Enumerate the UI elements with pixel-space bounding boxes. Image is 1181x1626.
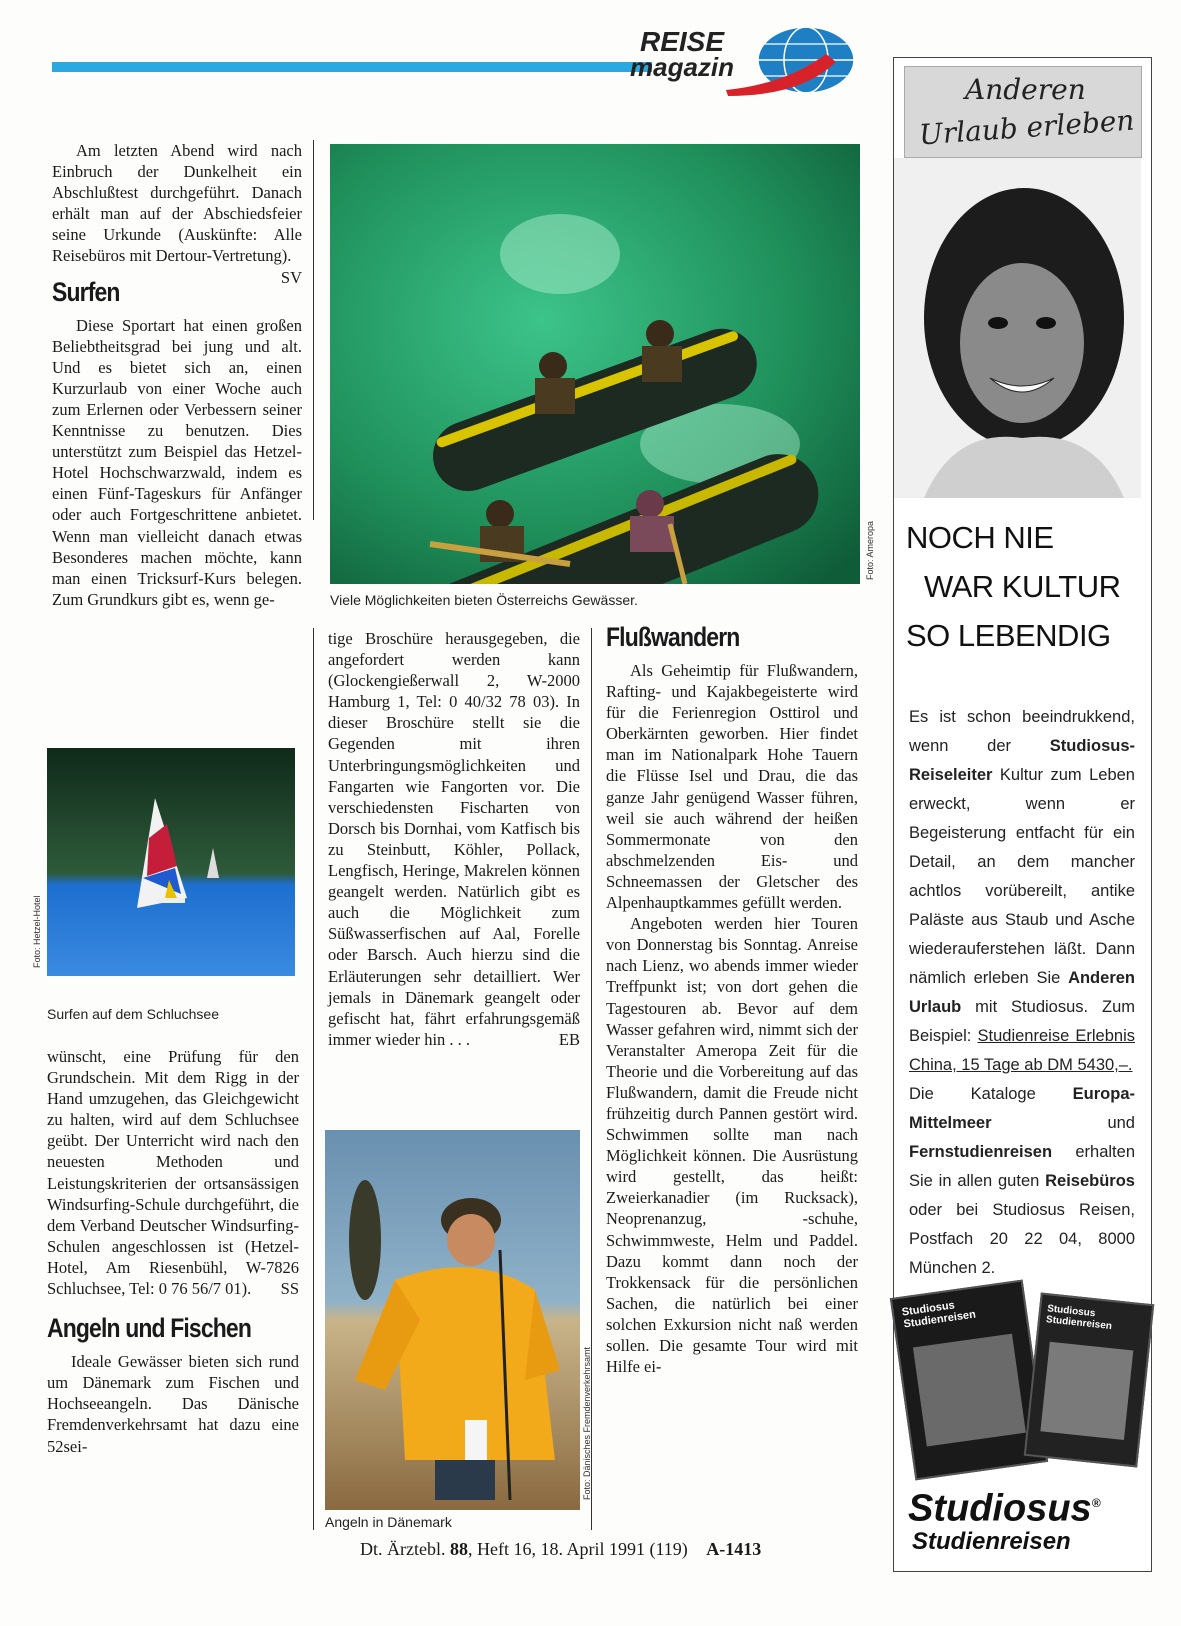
- angeln-continued: tige Broschüre herausgegeben, die angefordert werden kann (Glockengießerwall 2, W-2000 Hamburg 1, Tel: 0 40/32 78 03). In dieser Broschüre stellt sie die Gegenden mit ihren Unterbringungsmöglichkeiten und Fangarten wie Fangorten vor. Die verschiedensten Fischarten von Dorsch bis Dornhai, vom Katfisch bis zu Steinbutt, Köhler, Pollack, Lengfisch, Heringe, Makrelen können geangelt werden. Natürlich gibt es auch die Möglichkeit zum Süßwasserfischen auf Aal, Forelle oder Barsch. Auch hierzu sind die Erläuterungen sehr detailliert. Wer jemals in Dänemark geangelt oder gefischt hat, fährt erfahrungsgemäß immer wieder hin . . . EB: [328, 629, 580, 1049]
- kayak-photo-caption: Viele Möglichkeiten bieten Österreichs Gewässer.: [330, 592, 638, 608]
- page-number: A-1413: [706, 1539, 762, 1559]
- ad-script-line-1: Anderen: [965, 73, 1086, 106]
- registered-mark: ®: [1091, 1496, 1101, 1510]
- ad-script-line-2: Urlaub erleben: [918, 103, 1136, 152]
- studiosus-brand-logo: [908, 1483, 1138, 1555]
- angeln-paragraph: Ideale Gewässer bieten sich rund um Dänemark zum Fischen und Hochseeangeln. Das Dänische Fremdenverkehrsamt hat dazu eine 52sei-: [47, 1352, 299, 1456]
- kayak-photo: [330, 144, 860, 584]
- brand-name: Studiosus: [908, 1487, 1092, 1530]
- section-heading-flusswandern: Flußwandern: [606, 622, 740, 652]
- page-footer: [360, 1539, 761, 1560]
- signature: SS: [280, 1279, 299, 1299]
- surf-photo-caption: Surfen auf dem Schluchsee: [47, 1006, 219, 1022]
- reise-magazin-logo: [630, 24, 872, 98]
- brand-subtitle: Studienreisen: [912, 1527, 1071, 1555]
- fishing-photo: [325, 1130, 580, 1510]
- fishing-photo-credit: Foto: Dänisches Fremdenverkehrsamt: [582, 1346, 592, 1500]
- column-1-upper: [52, 140, 302, 610]
- column-3: [606, 622, 858, 1377]
- column-1-lower: [47, 1046, 299, 1457]
- ad-headline: [906, 513, 1138, 660]
- logo-word-reise: REISE: [640, 26, 725, 57]
- offer-link: Studienreise Erlebnis China, 15 Tage ab DM 5430,–.: [909, 1027, 1135, 1074]
- surfen-paragraph: Diese Sportart hat einen großen Beliebtheitsgrad bei jung und alt. Und es bietet sich an, einen Kurzurlaub von einer Woche auch zum Erlernen oder Verbessern seiner Kenntnisse zu benutzen. Dies unterstützt zum Beispiel das Hetzel-Hotel Hochschwarzwald, indem es einen Fünf-Tageskurs für Anfänger oder auch Fortgeschrittene anbietet. Wenn man vielleicht danach etwas Besonderes machen möchte, kann man einen Tricksurf-Kurs belegen. Zum Grundkurs gibt es, wenn ge-: [52, 315, 302, 609]
- fishing-photo-caption: Angeln in Dänemark: [325, 1514, 452, 1530]
- header-bar: [52, 62, 652, 72]
- column-rule: [313, 628, 314, 1530]
- signature: SV: [280, 267, 302, 287]
- ad-headline-line-1: NOCH NIE: [906, 520, 1054, 555]
- ad-body-text: Es ist schon beeindrukkend, wenn der Studiosus-Reiseleiter Kultur zum Leben erweckt, wenn er Begeisterung entfacht für ein Detail, an dem mancher achtlos vorübereilt, antike Paläste aus Staub und Asche wiederauferstehen läßt. Dann nämlich erleben Sie Anderen Urlaub mit Studiosus. Zum Beispiel: Studienreise Erlebnis China, 15 Tage ab DM 5430,–. Die Kataloge Europa-Mittelmeer und Fernstudienreisen erhalten Sie in allen guten Reisebüros oder bei Studiosus Reisen, Postfach 20 22 04, 8000 München 2.: [909, 708, 1135, 1277]
- section-heading-angeln: Angeln und Fischen: [47, 1313, 252, 1344]
- flusswandern-paragraph-2: Angeboten werden hier Touren von Donnerstag bis Sonntag. Anreise nach Lienz, wo abends immer wieder Treffpunkt ist; von dort gehen die Tagestouren ab. Bevor auf dem Wasser gefahren wird, nimmt sich der Veranstalter Ameropa Zeit für die Theorie und die Vorbereitung auf das Flußwandern, damit die Freude nicht frühzeitig durch Pannen gestört wird. Schwimmen sollte man nach Möglichkeit können. Die Ausrüstung wird gestellt, das heißt: Zweierkanadier (im Rucksack), Neoprenanzug, -schuhe, Schwimmweste, Helm und Paddel. Dazu kommt dann noch der Trokkensack für die persönlichen Sachen, die natürlich bei einer solchen Exkursion nicht naß werden sollen. Die gesamte Tour wird mit Hilfe ei-: [606, 914, 858, 1377]
- signature: EB: [558, 1029, 580, 1049]
- catalog-image-2: [1024, 1292, 1155, 1467]
- ad-script-box: [904, 66, 1142, 158]
- surf-photo-credit: Foto: Hetzel-Hotel: [32, 895, 42, 968]
- intro-paragraph: Am letzten Abend wird nach Einbruch der Dunkelheit ein Abschlußtest durchgeführt. Danach erhält man auf der Abschiedsfeier seine Urkunde (Auskünfte: Alle Reisebüros mit Dertour-Vertretung). SV: [52, 141, 302, 287]
- catalog-title-2: Studiosus Studienreisen: [1045, 1303, 1113, 1333]
- logo-word-magazin: magazin: [630, 52, 735, 82]
- surfen-continued: wünscht, eine Prüfung für den Grundschein. Mit dem Rigg in der Hand umzugehen, das Gleichgewicht zu halten, wird auf dem Schluchsee geübt. Der Unterricht wird nach den neuesten Methoden und Leistungskriterien der ortsansässigen Windsurfing-Schule durchgeführt, die dem Verband Deutscher Windsurfing-Schulen angeschlossen ist (Hetzel-Hotel, Am Riesenbühl, W-7826 Schluchsee, Tel: 0 76 56/7 01). SS: [47, 1047, 299, 1299]
- catalog-title-1: Studiosus Studienreisen: [901, 1299, 977, 1331]
- journal-volume: 88: [449, 1539, 468, 1559]
- journal-name: Dt. Ärztebl.: [360, 1539, 446, 1559]
- ad-headline-line-2: WAR KULTUR: [924, 569, 1121, 604]
- studiosus-ad: [893, 57, 1152, 1572]
- surf-photo: [47, 748, 295, 976]
- column-rule: [313, 140, 314, 520]
- ad-headline-line-3: SO LEBENDIG: [906, 618, 1111, 653]
- ad-portrait: [894, 158, 1141, 498]
- section-heading-surfen: Surfen: [52, 276, 120, 307]
- kayak-photo-credit: Foto: Ameropa: [865, 520, 875, 580]
- journal-issue: , Heft 16, 18. April 1991 (119): [467, 1539, 688, 1559]
- column-2: [328, 628, 580, 1050]
- flusswandern-paragraph-1: Als Geheimtip für Flußwandern, Rafting- und Kajakbegeisterte wird für die Ferienregion Osttirol und Oberkärnten geworben. Hier findet man im Nationalpark Hohe Tauern die Flüsse Isel und Drau, die das ganze Jahr genügend Wasser führen, weil sie auch während der heißen Sommermonate von den abschmelzenden Eis- und Schneemassen der Gletscher des Alpenhauptkammes gefüllt werden.: [606, 661, 858, 913]
